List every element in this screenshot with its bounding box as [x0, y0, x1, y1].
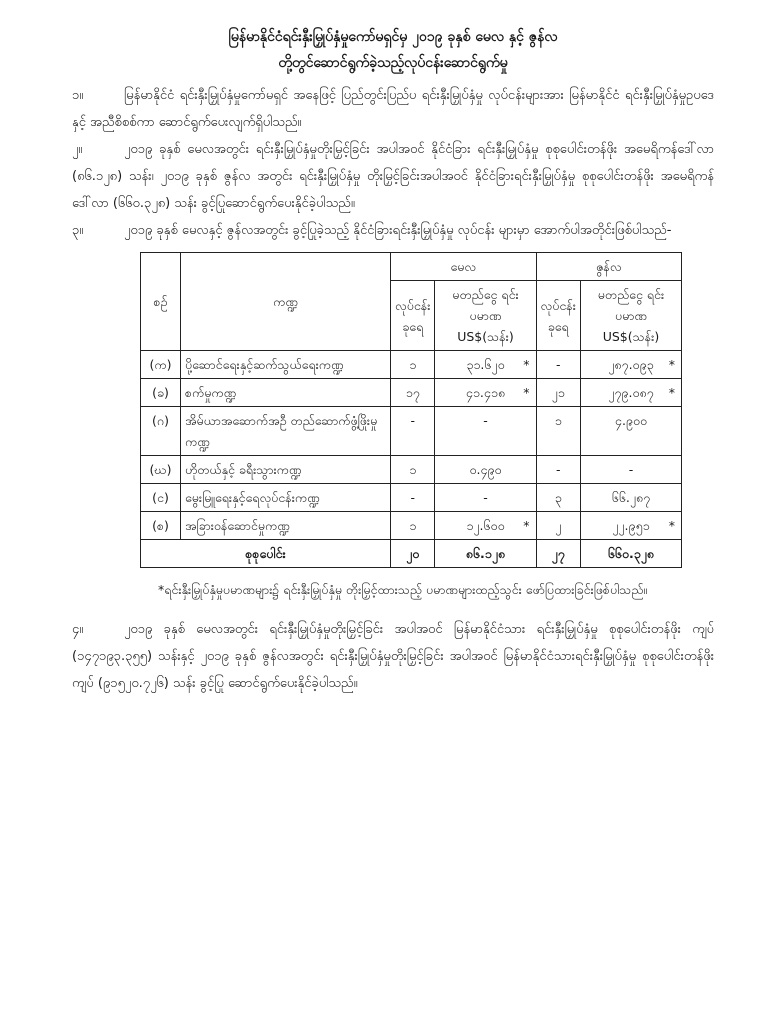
total-june-count: ၂၇	[536, 540, 580, 568]
paragraph-text: ၂၀၁၉ ခုနှစ် မေလအတွင်း ရင်းနှီးမြှုပ်နှံမှုတိုးမြှင့်ခြင်း အပါအဝင် မြန်မာနိုင်ငံသား ရင်းနှီးမြှုပ်နှံမှု စုစုပေါင်းတန်ဖိုး ကျပ် (၁၄၇၁၉၃.၃၅၅) သန်းနှင့် ၂၀၁၉ ခုနှစ် ဇွန်လအတွင်း ရင်းနှီးမြှုပ်နှံမှုတိုးမြှင့်ခြင်း အပါအဝင် မြန်မာနိုင်ငံသားရင်းနှီးမြှုပ်နှံမှု စုစုပေါင်းတန်ဖိုး ကျပ် (၉၁၅၂၀.၇၂၆) သန်း ခွင့်ပြု ဆောင်ရွက်ပေးနိုင်ခဲ့ပါသည်။	[72, 622, 714, 691]
cell-sn: (ဂ)	[141, 407, 181, 456]
header-june: ဇွန်လ	[536, 253, 682, 281]
paragraph-1	[72, 82, 714, 136]
cell-sn: (ခ)	[141, 379, 181, 407]
total-june-value: ၆၆၀.၃၂၈	[580, 540, 681, 568]
title-line-2: တို့တွင်ဆောင်ရွက်ခဲ့သည့်လုပ်ငန်းဆောင်ရွက်မှု	[278, 55, 508, 71]
cell-may-value	[435, 351, 536, 379]
asterisk-mark: *	[668, 518, 675, 533]
cell-may-value	[435, 456, 536, 484]
investment-table	[140, 252, 682, 568]
asterisk-mark: *	[523, 357, 530, 372]
title-line-1: မြန်မာနိုင်ငံရင်းနှီးမြှုပ်နှံမှုကော်မရှင်မှ ၂၀၁၉ ခုနှစ် မေလ နှင့် ဇွန်လ	[228, 29, 558, 45]
investment-table-wrapper	[140, 252, 682, 568]
cell-june-count: ၂၁	[536, 379, 580, 407]
cell-june-value	[580, 484, 681, 512]
value-text: ၃၁.၆၂၀	[466, 357, 505, 372]
cell-sector: အခြားဝန်ဆောင်မှုကဏ္ဍ	[181, 512, 391, 540]
header-sector: ကဏ္ဍ	[181, 253, 391, 351]
total-may-count: ၂၀	[391, 540, 435, 568]
header-may: မေလ	[391, 253, 536, 281]
asterisk-mark: *	[523, 518, 530, 533]
value-text: ၂၈၇.၀၉၃	[608, 357, 654, 372]
paragraph-3	[72, 217, 714, 244]
cell-june-count: ၃	[536, 484, 580, 512]
table-row	[141, 512, 682, 540]
paragraph-number: ၄။	[72, 622, 84, 637]
header-may-count: လုပ်ငန်းခုရေ	[391, 281, 435, 351]
paragraph-2	[72, 136, 714, 217]
header-sn: စဉ်	[141, 253, 181, 351]
asterisk-mark: *	[523, 385, 530, 400]
cell-june-count: ၁	[536, 407, 580, 456]
cell-may-count: ၁	[391, 351, 435, 379]
cell-may-count: ၁၇	[391, 379, 435, 407]
cell-june-count: -	[536, 351, 580, 379]
cell-sector: စက်မှုကဏ္ဍ	[181, 379, 391, 407]
cell-june-value	[580, 456, 681, 484]
cell-june-value	[580, 379, 681, 407]
paragraph-text: မြန်မာနိုင်ငံ ရင်းနှီးမြှုပ်နှံမှုကော်မရှင် အနေဖြင့် ပြည်တွင်းပြည်ပ ရင်းနှီးမြှုပ်နှံမှု လုပ်ငန်းများအား မြန်မာနိုင်ငံ ရင်းနှီးမြှုပ်နှံမှုဥပဒေနှင့် အညီစိစစ်ကာ ဆောင်ရွက်ပေးလျက်ရှိပါသည်။	[72, 88, 714, 130]
value-text: -	[483, 490, 488, 505]
value-text: -	[483, 413, 488, 428]
cell-sn: (င)	[141, 484, 181, 512]
cell-sector: မွေးမြူရေးနှင့်ရေလုပ်ငန်းကဏ္ဍ	[181, 484, 391, 512]
paragraph-text: ၂၀၁၉ ခုနှစ် မေလနှင့် ဇွန်လအတွင်း ခွင့်ပြုခဲ့သည့် နိုင်ငံခြားရင်းနှီးမြှုပ်နှံမှု လုပ်ငန်း များမှာ အောက်ပါအတိုင်းဖြစ်ပါသည်-	[124, 223, 672, 238]
header-june-value: မတည်ငွေ ရင်းပမာဏ US$(သန်း)	[580, 281, 681, 351]
document-title	[72, 24, 714, 76]
cell-may-value	[435, 512, 536, 540]
cell-june-value	[580, 351, 681, 379]
asterisk-mark: *	[668, 385, 675, 400]
value-text: ၄.၉၀၀	[614, 413, 648, 428]
value-text: ၀.၄၉၀	[469, 462, 502, 477]
cell-may-count: -	[391, 407, 435, 456]
cell-june-value	[580, 512, 681, 540]
cell-june-count: -	[536, 456, 580, 484]
table-row	[141, 351, 682, 379]
total-row	[141, 540, 682, 568]
paragraph-number: ၁။	[72, 88, 84, 103]
cell-sn: (စ)	[141, 512, 181, 540]
cell-june-count: ၂	[536, 512, 580, 540]
cell-sn: (က)	[141, 351, 181, 379]
table-row	[141, 379, 682, 407]
total-may-value: ၈၆.၁၂၈	[435, 540, 536, 568]
table-footnote: *ရင်းနှီးမြှုပ်နှံမှုပမာဏများ၌ ရင်းနှီးမြှုပ်နှံမှု တိုးမြှင့်ထားသည့် ပမာဏများထည့်သွင်း ဖော်ပြထားခြင်းဖြစ်ပါသည်။	[158, 582, 648, 597]
cell-may-count: -	[391, 484, 435, 512]
paragraph-text: ၂၀၁၉ ခုနှစ် မေလအတွင်း ရင်းနှီးမြှုပ်နှံမှုတိုးမြှင့်ခြင်း အပါအဝင် နိုင်ငံခြား ရင်းနှီးမြှုပ်နှံမှု စုစုပေါင်းတန်ဖိုး အမေရိကန်ဒေါ်လာ (၈၆.၁၂၈) သန်း၊ ၂၀၁၉ ခုနှစ် ဇွန်လ အတွင်း ရင်းနှီးမြှုပ်နှံမှု တိုးမြှင့်ခြင်းအပါအဝင် နိုင်ငံခြားရင်းနှီးမြှုပ်နှံမှု စုစုပေါင်းတန်ဖိုး အမေရိကန်ဒေါ်လာ (၆၆၀.၃၂၈) သန်း ခွင့်ပြုဆောင်ရွက်ပေးနိုင်ခဲ့ပါသည်။	[72, 142, 714, 211]
table-row	[141, 456, 682, 484]
value-text: -	[628, 462, 634, 477]
header-june-count: လုပ်ငန်းခုရေ	[536, 281, 580, 351]
paragraph-number: ၃။	[72, 223, 84, 238]
asterisk-mark: *	[668, 357, 675, 372]
cell-may-value	[435, 484, 536, 512]
table-row	[141, 407, 682, 456]
header-may-value: မတည်ငွေ ရင်းပမာဏ US$(သန်း)	[435, 281, 536, 351]
cell-may-value	[435, 379, 536, 407]
total-label: စုစုပေါင်း	[141, 540, 391, 568]
cell-may-count: ၁	[391, 456, 435, 484]
cell-sector: ပို့ဆောင်ရေးနှင့်ဆက်သွယ်ရေးကဏ္ဍ	[181, 351, 391, 379]
value-text: ၂၂.၉၅၁	[612, 518, 650, 533]
paragraph-4	[72, 616, 714, 697]
cell-sector: ဟိုတယ်နှင့် ခရီးသွားကဏ္ဍ	[181, 456, 391, 484]
cell-sector: အိမ်ယာအဆောက်အဦ တည်ဆောက်ဖွံ့ဖြိုးမှုကဏ္ဍ	[181, 407, 391, 456]
paragraph-number: ၂။	[72, 142, 83, 157]
value-text: ၆၆.၂၈၇	[611, 490, 651, 505]
value-text: ၄၁.၄၁၈	[465, 385, 506, 400]
table-row	[141, 484, 682, 512]
value-text: ၂၇၉.၀၈၇	[608, 385, 654, 400]
cell-may-count: ၁	[391, 512, 435, 540]
value-text: ၁၂.၆၀၀	[466, 518, 505, 533]
cell-may-value	[435, 407, 536, 456]
cell-sn: (ဃ)	[141, 456, 181, 484]
cell-june-value	[580, 407, 681, 456]
